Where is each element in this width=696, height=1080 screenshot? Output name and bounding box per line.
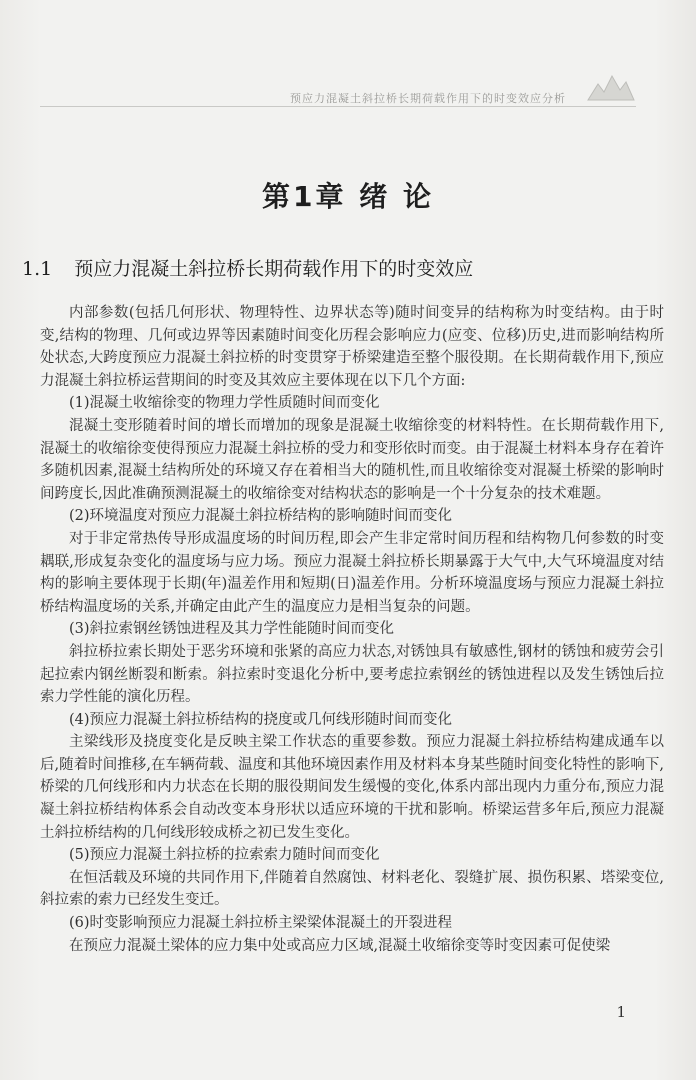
subheading: (2)环境温度对预应力混凝土斜拉桥结构的影响随时间而变化 [69,508,453,525]
paragraph: 混凝土变形随着时间的增长而增加的现象是混凝土收缩徐变的材料特性。在长期荷载作用下,混凝土的收缩徐变使得预应力混凝土斜拉桥的受力和变形依时而变。由于混凝土材料本身存在着许多随机因素,混凝土结构所处的环境又存在着相当大的随机性,而且收缩徐变对混凝土桥梁的影响时间跨度长,因此准确预测混凝土的收缩徐变对结构状态的影响是一个十分复杂的技术难题。 [40,417,664,502]
subheading: (5)预应力混凝土斜拉桥的拉索索力随时间而变化 [69,847,380,864]
running-header [40,92,636,107]
header-ornament-icon [586,70,636,104]
body-text [40,302,664,957]
section-number: 1.1 [22,258,53,280]
subheading: (3)斜拉索钢丝锈蚀进程及其力学性能随时间而变化 [69,621,395,638]
section-heading [22,254,676,281]
section-title: 预应力混凝土斜拉桥长期荷载作用下的时变效应 [74,258,474,280]
subheading: (4)预应力混凝土斜拉桥结构的挠度或几何线形随时间而变化 [69,711,453,728]
paragraph: 斜拉桥拉索长期处于恶劣环境和张紧的高应力状态,对锈蚀具有敏感性,钢材的锈蚀和疲劳会引起拉索内钢丝断裂和断索。斜拉索时变退化分析中,要考虑拉索钢丝的锈蚀进程以及发生锈蚀后拉索力学性能的演化历程。 [40,643,664,706]
paragraph: 主梁线形及挠度变化是反映主梁工作状态的重要参数。预应力混凝土斜拉桥结构建成通车以后,随着时间推移,在车辆荷载、温度和其他环境因素作用及材料本身某些随时间变化特性的影响下,桥梁的几何线形和内力状态在长期的服役期间发生缓慢的变化,体系内部出现内力重分布,预应力混凝土斜拉桥结构体系会自动改变本身形状以适应环境的干扰和影响。桥梁运营多年后,预应力混凝土斜拉桥结构的几何线形较成桥之初已发生变化。 [40,734,664,841]
running-title: 预应力混凝土斜拉桥长期荷载作用下的时变效应分析 [290,92,566,105]
page-number: 1 [616,1003,626,1021]
paragraph: 对于非定常热传导形成温度场的时间历程,即会产生非定常时间历程和结构物几何参数的时变耦联,形成复杂变化的温度场与应力场。预应力混凝土斜拉桥长期暴露于大气中,大气环境温度对结构的影响主要体现于长期(年)温差作用和短期(日)温差作用。分析环境温度场与预应力混凝土斜拉桥结构温度场的关系,并确定由此产生的温度应力是相当复杂的问题。 [40,530,664,615]
paragraph: 内部参数(包括几何形状、物理特性、边界状态等)随时间变异的结构称为时变结构。由于时变,结构的物理、几何或边界等因素随时间变化历程会影响应力(应变、位移)历史,进而影响结构所处状态,大跨度预应力混凝土斜拉桥的时变贯穿于桥梁建造至整个服役期。在长期荷载作用下,预应力混凝土斜拉桥运营期间的时变及其效应主要体现在以下几个方面: [40,305,664,389]
paragraph: 在预应力混凝土梁体的应力集中处或高应力区域,混凝土收缩徐变等时变因素可促使梁 [69,937,611,954]
subheading: (1)混凝土收缩徐变的物理力学性质随时间而变化 [69,395,380,412]
subheading: (6)时变影响预应力混凝土斜拉桥主梁梁体混凝土的开裂进程 [69,915,453,932]
chapter-title: 第1章 绪 论 [262,180,434,213]
paragraph: 在恒活载及环境的共同作用下,伴随着自然腐蚀、材料老化、裂缝扩展、损伤积累、塔梁变位,斜拉索的索力已经发生变迁。 [40,869,664,909]
